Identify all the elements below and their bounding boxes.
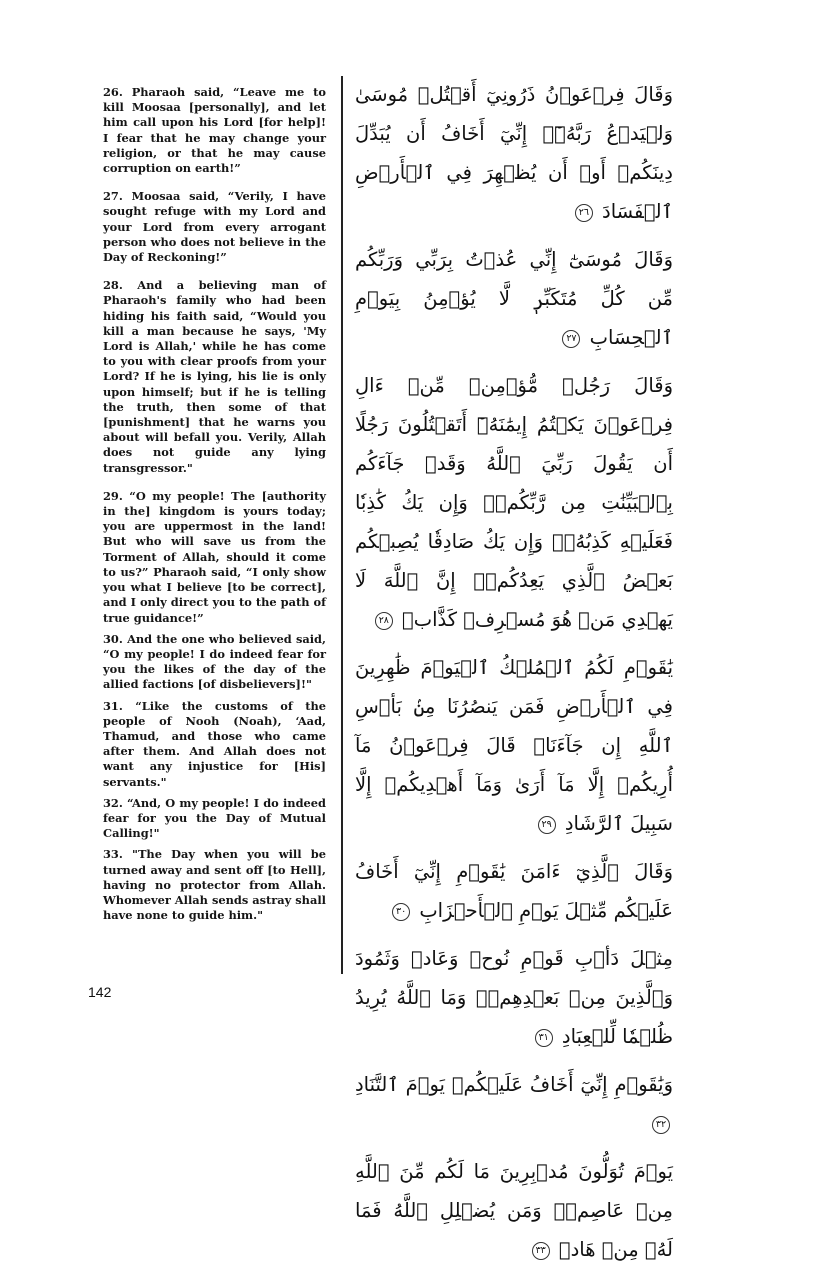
ayah-number-marker: ٣٢ xyxy=(652,1116,670,1134)
arabic-verse-text: وَقَالَ مُوسَىٰٓ إِنِّي عُذۡتُ بِرَبِّي وَرَبِّكُم مِّن كُلِّ مُتَكَبِّرٖ لَّا يُؤۡمِنُ بِيَوۡمِ ٱلۡحِسَابِ xyxy=(355,248,673,349)
arabic-verse-26 xyxy=(355,75,673,231)
translation-column xyxy=(103,85,326,929)
page-number: 142 xyxy=(88,984,112,1000)
arabic-verse-text: وَقَالَ ٱلَّذِيٓ ءَامَنَ يَٰقَوۡمِ إِنِّيٓ أَخَافُ عَلَيۡكُم مِّثۡلَ يَوۡمِ ٱلۡأَحۡزَابِ xyxy=(355,860,673,922)
ayah-number-marker: ٣١ xyxy=(535,1029,553,1047)
translation-verse-32: 32. “And, O my people! I do indeed fear for you the Day of Mutual Calling!" xyxy=(103,795,326,841)
arabic-verse-31 xyxy=(355,939,673,1056)
ayah-number-marker: ٣٣ xyxy=(532,1242,550,1260)
ayah-number-marker: ٢٧ xyxy=(562,330,580,348)
arabic-verse-32 xyxy=(355,1065,673,1143)
ayah-number-marker: ٣٠ xyxy=(392,903,410,921)
arabic-verse-33 xyxy=(355,1152,673,1269)
arabic-verse-text: يَٰقَوۡمِ لَكُمُ ٱلۡمُلۡكُ ٱلۡيَوۡمَ ظَٰهِرِينَ فِي ٱلۡأَرۡضِ فَمَن يَنصُرُنَا مِنۢ بَأۡسِ ٱللَّهِ إِن جَآءَنَاۚ قَالَ فِرۡعَوۡنُ مَآ أُرِيكُمۡ إِلَّا مَآ أَرَىٰ وَمَآ أَهۡدِيكُمۡ إِلَّا سَبِيلَ ٱلرَّشَادِ xyxy=(355,656,673,835)
translation-verse-31: 31. “Like the customs of the people of Nooh (Noah), ‘Aad, Thamud, and those who came after them. And Allah does not want any injustice for [His] servants." xyxy=(103,698,326,789)
translation-verse-26: 26. Pharaoh said, “Leave me to kill Moosaa [personally], and let him call upon his Lord [for help]! I fear that he may change your religion, or that he may cause corruption on earth!” xyxy=(103,85,326,176)
translation-verse-27: 27. Moosaa said, “Verily, I have sought refuge with my Lord and your Lord from every arrogant person who does not believe in the Day of Reckoning!” xyxy=(103,189,326,265)
arabic-verse-29 xyxy=(355,648,673,843)
ayah-number-marker: ٢٩ xyxy=(538,816,556,834)
arabic-verse-text: وَيَٰقَوۡمِ إِنِّيٓ أَخَافُ عَلَيۡكُمۡ يَوۡمَ ٱلتَّنَادِ xyxy=(355,1073,673,1096)
ayah-number-marker: ٢٨ xyxy=(375,612,393,630)
arabic-verse-text: وَقَالَ رَجُلٞ مُّؤۡمِنٞ مِّنۡ ءَالِ فِرۡعَوۡنَ يَكۡتُمُ إِيمَٰنَهُۥٓ أَتَقۡتُلُونَ رَجُلًا أَن يَقُولَ رَبِّيَ ٱللَّهُ وَقَدۡ جَآءَكُم بِٱلۡبَيِّنَٰتِ مِن رَّبِّكُمۡۖ وَإِن يَكُ كَٰذِبٗا فَعَلَيۡهِ كَذِبُهُۥۖ وَإِن يَكُ صَادِقٗا يُصِبۡكُم بَعۡضُ ٱلَّذِي يَعِدُكُمۡۖ إِنَّ ٱللَّهَ لَا يَهۡدِي مَنۡ هُوَ مُسۡرِفٞ كَذَّابٞ xyxy=(355,374,673,631)
arabic-verse-28 xyxy=(355,366,673,639)
arabic-verse-30 xyxy=(355,852,673,930)
arabic-verse-text: يَوۡمَ تُوَلُّونَ مُدۡبِرِينَ مَا لَكُم مِّنَ ٱللَّهِ مِنۡ عَاصِمٖۗ وَمَن يُضۡلِلِ ٱللَّهُ فَمَا لَهُۥ مِنۡ هَادٖ xyxy=(355,1160,673,1261)
arabic-column xyxy=(355,75,673,1278)
ayah-number-marker: ٢٦ xyxy=(575,204,593,222)
arabic-verse-text: وَقَالَ فِرۡعَوۡنُ ذَرُونِيٓ أَقۡتُلۡ مُوسَىٰ وَلۡيَدۡعُ رَبَّهُۥٓۖ إِنِّيٓ أَخَافُ أَن يُبَدِّلَ دِينَكُمۡ أَوۡ أَن يُظۡهِرَ فِي ٱلۡأَرۡضِ ٱلۡفَسَادَ xyxy=(355,83,673,223)
column-divider xyxy=(341,76,343,974)
arabic-verse-text: مِثۡلَ دَأۡبِ قَوۡمِ نُوحٖ وَعَادٖ وَثَمُودَ وَٱلَّذِينَ مِنۢ بَعۡدِهِمۡۚ وَمَا ٱللَّهُ يُرِيدُ ظُلۡمٗا لِّلۡعِبَادِ xyxy=(355,947,673,1048)
arabic-verse-27 xyxy=(355,240,673,357)
translation-verse-30: 30. And the one who believed said, “O my people! I do indeed fear for you the likes of the day of the allied factions [of disbelievers]!" xyxy=(103,631,326,692)
translation-verse-33: 33. "The Day when you will be turned away and sent off [to Hell], having no protector from Allah. Whomever Allah sends astray shall have none to guide him." xyxy=(103,847,326,923)
translation-verse-28: 28. And a believing man of Pharaoh's family who had been hiding his faith said, “Would you kill a man because he says, 'My Lord is Allah,' while he has come to you with clear proofs from your Lord? If he is lying, his lie is only upon himself; but if he is telling the truth, then some of that [punishment] that he warns you about will befall you. Verily, Allah does not guide any lying transgressor." xyxy=(103,278,326,475)
translation-verse-29: 29. “O my people! The [authority in the] kingdom is yours today; you are uppermost in the land! But who will save us from the Torment of Allah, should it come to us?” Pharaoh said, “I only show you what I believe [to be correct], and I only direct you to the path of true guidance!” xyxy=(103,488,326,625)
